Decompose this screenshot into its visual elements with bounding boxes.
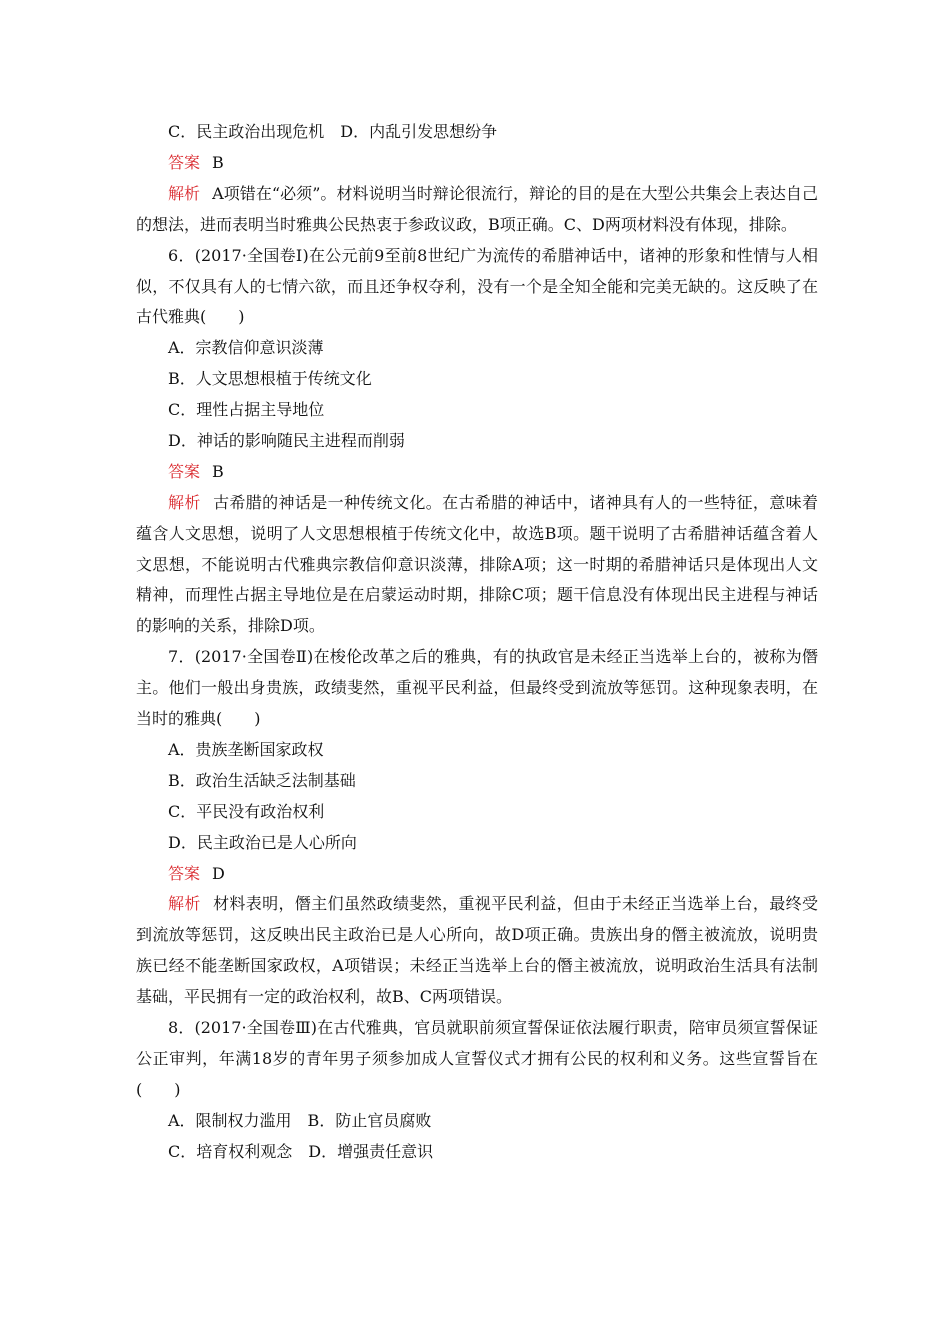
q6-option-c: C．理性占据主导地位: [168, 400, 325, 420]
q7-option-a: A．贵族垄断国家政权: [168, 740, 324, 760]
q6-analysis: [136, 488, 818, 643]
q6-answer: [136, 457, 818, 488]
q6-option-a: A．宗教信仰意识淡薄: [168, 338, 324, 358]
q8-option-ab: A．限制权力滥用 B．防止官员腐败: [168, 1110, 432, 1130]
answer-label: 答案: [168, 461, 201, 481]
q7-option-b: B．政治生活缺乏法制基础: [168, 770, 356, 790]
document-page: [136, 117, 818, 1168]
analysis-text: A项错在“必须”。材料说明当时辩论很流行，辩论的目的是在大型公共集会上表达自己的想法，进而表明当时雅典公民热衷于参政议政，B项正确。C、D两项材料没有体现，排除。: [136, 183, 818, 234]
q8-stem: [136, 1013, 818, 1106]
q6-option-d: D．神话的影响随民主进程而削弱: [168, 430, 405, 450]
q5-analysis: [136, 179, 818, 241]
question-stem: 8．(2017·全国卷Ⅲ)在古代雅典，官员就职前须宣誓保证依法履行职责，陪审员须宣誓保证公正审判，年满18岁的青年男子须参加成人宣誓仪式才拥有公民的权利和义务。这些宣誓旨在( ): [136, 1018, 818, 1099]
q6-option-b: B．人文思想根植于传统文化: [168, 369, 372, 389]
q7-analysis: [136, 889, 818, 1013]
q7-option-c: C．平民没有政治权利: [168, 801, 325, 821]
answer-value: B: [212, 152, 224, 172]
q8-option-cd: C．培育权利观念 D．增强责任意识: [168, 1141, 434, 1161]
q7-option-d: D．民主政治已是人心所向: [168, 832, 357, 852]
q7-answer: [136, 859, 818, 890]
answer-value: B: [212, 461, 224, 481]
answer-label: 答案: [168, 152, 201, 172]
q6-stem: [136, 241, 818, 334]
question-stem: 7．(2017·全国卷Ⅱ)在梭伦改革之后的雅典，有的执政官是未经正当选举上台的，被称为僭主。他们一般出身贵族，政绩斐然，重视平民利益，但最终受到流放等惩罚。这种现象表明，在当时的雅典( ): [136, 647, 818, 729]
q5-option-cd: C．民主政治出现危机 D．内乱引发思想纷争: [168, 122, 498, 141]
question-stem: 6．(2017·全国卷Ⅰ)在公元前9至前8世纪广为流传的希腊神话中，诸神的形象和性情与人相似，不仅具有人的七情六欲，而且还争权夺利，没有一个是全知全能和完美无缺的。这反映了在古代雅典( ): [136, 245, 818, 327]
analysis-label: 解析: [168, 894, 201, 914]
answer-label: 答案: [168, 863, 201, 883]
q5-answer: [136, 148, 818, 179]
analysis-label: 解析: [168, 183, 201, 203]
answer-value: D: [212, 863, 225, 883]
analysis-label: 解析: [168, 492, 201, 512]
q7-stem: [136, 642, 818, 735]
analysis-text: 古希腊的神话是一种传统文化。在古希腊的神话中，诸神具有人的一些特征，意味着蕴含人文思想，说明了人文思想根植于传统文化中，故选B项。题干说明了古希腊神话蕴含着人文思想，不能说明古代雅典宗教信仰意识淡薄，排除A项；这一时期的希腊神话只是体现出人文精神，而理性占据主导地位是在启蒙运动时期，排除C项；题干信息没有体现出民主进程与神话的影响的关系，排除D项。: [136, 492, 818, 636]
analysis-text: 材料表明，僭主们虽然政绩斐然，重视平民利益，但由于未经正当选举上台，最终受到流放等惩罚，这反映出民主政治已是人心所向，故D项正确。贵族出身的僭主被流放，说明贵族已经不能垄断国家政权，A项错误；未经正当选举上台的僭主被流放，说明政治生活具有法制基础，平民拥有一定的政治权利，故B、C两项错误。: [136, 894, 818, 1007]
